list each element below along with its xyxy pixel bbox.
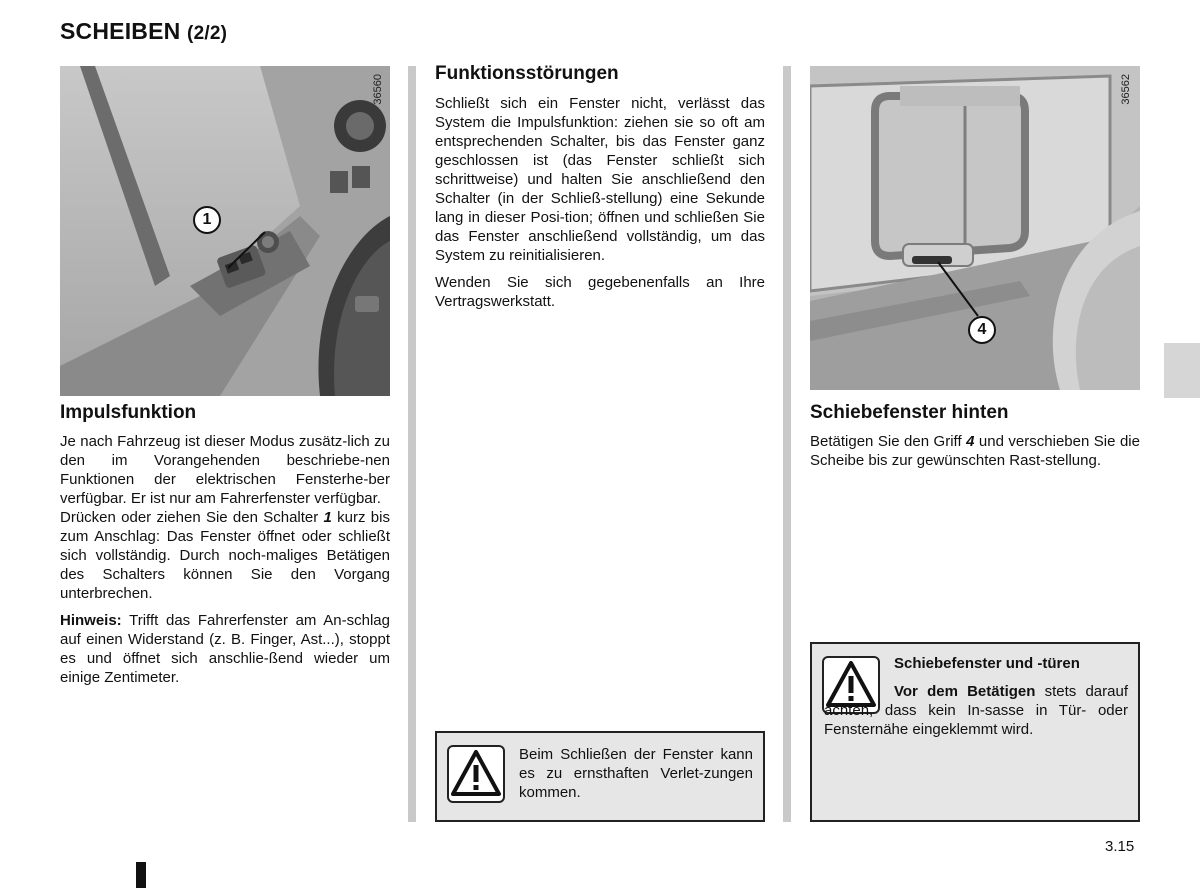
warning-title: Schiebefenster und -türen: [894, 655, 1080, 672]
door-switch-illustration: [60, 66, 390, 396]
crop-mark: [136, 862, 146, 888]
callout-1-badge: 1: [193, 206, 221, 234]
section-heading-impulsfunktion: Impulsfunktion: [60, 402, 197, 423]
warning-box-closing: [435, 731, 765, 822]
middle-column-body: [435, 94, 765, 319]
right-column-body: [810, 432, 1140, 478]
left-column-body: [60, 432, 390, 695]
column-divider-left: [408, 66, 416, 822]
paragraph: Schließt sich ein Fenster nicht, verlässt das System die Impulsfunktion: ziehen sie so oft am entsprechenden Schalter, bis das Fenster ganz geschlossen ist (das Fenster schließt sich schrittweise) und halten Sie anschließend den Schalter (in der Schließ-stellung) eine Sekunde lang in dieser Posi-tion; öffnen und schließen Sie das Fenster anschließend vollständig, um das System zu reinitialisieren.: [435, 95, 765, 264]
warning-text: Beim Schließen der Fenster kann es zu ernsthaften Verlet-zungen kommen.: [519, 746, 753, 801]
paragraph: Je nach Fahrzeug ist dieser Modus zusätz-lich zu den im Vorangehenden beschriebe-nen Funktionen der elektrischen Fensterhe-ber verfügbar. Er ist nur am Fahrerfenster verfügbar. Drücken oder ziehen Sie den Schalter 1 kurz bis zum Anschlag: Das Fenster öffnet oder schließt sich vollständig. Durch noch-maliges Betätigen des Schalters können Sie den Vorgang unterbrechen.: [60, 433, 390, 602]
column-divider-right: [783, 66, 791, 822]
warning-triangle-icon: [447, 745, 505, 803]
warning-triangle-icon-graphic: [449, 747, 503, 801]
figure-number: 36562: [1120, 74, 1132, 105]
page-title: SCHEIBEN (2/2): [60, 18, 228, 44]
reference-number: 4: [966, 433, 975, 450]
warning-box-sliding-doors: [810, 642, 1140, 822]
page-title-suffix: (2/2): [187, 23, 228, 44]
page-number: 3.15: [1105, 838, 1135, 855]
callout-4-badge: 4: [968, 316, 996, 344]
note-label: Hinweis:: [60, 612, 122, 629]
reference-number: 1: [323, 509, 332, 526]
figure-number: 36560: [372, 74, 384, 105]
paragraph: Betätigen Sie den Griff 4 und verschieben Sie die Scheibe bis zur gewünschten Rast-stellung.: [810, 433, 1140, 469]
chapter-tab: [1164, 343, 1200, 398]
paragraph: Wenden Sie sich gegebenenfalls an Ihre Vertragswerkstatt.: [435, 274, 765, 310]
section-heading-funktionsstoerungen: Funktionsstörungen: [435, 63, 619, 84]
note-paragraph: Hinweis: Trifft das Fahrerfenster am An-schlag auf einen Widerstand (z. B. Finger, Ast...), stoppt es und öffnet sich anschlie-ßend wieder um einige Zentimeter.: [60, 612, 390, 686]
warning-text: Vor dem Betätigen stets darauf achten, dass kein In-sasse in Tür- oder Fensternähe eingeklemmt wird.: [824, 683, 1128, 738]
section-heading-schiebefenster: Schiebefenster hinten: [810, 402, 1009, 423]
door-switch-photo: [60, 66, 390, 396]
sliding-window-photo: [810, 66, 1140, 390]
